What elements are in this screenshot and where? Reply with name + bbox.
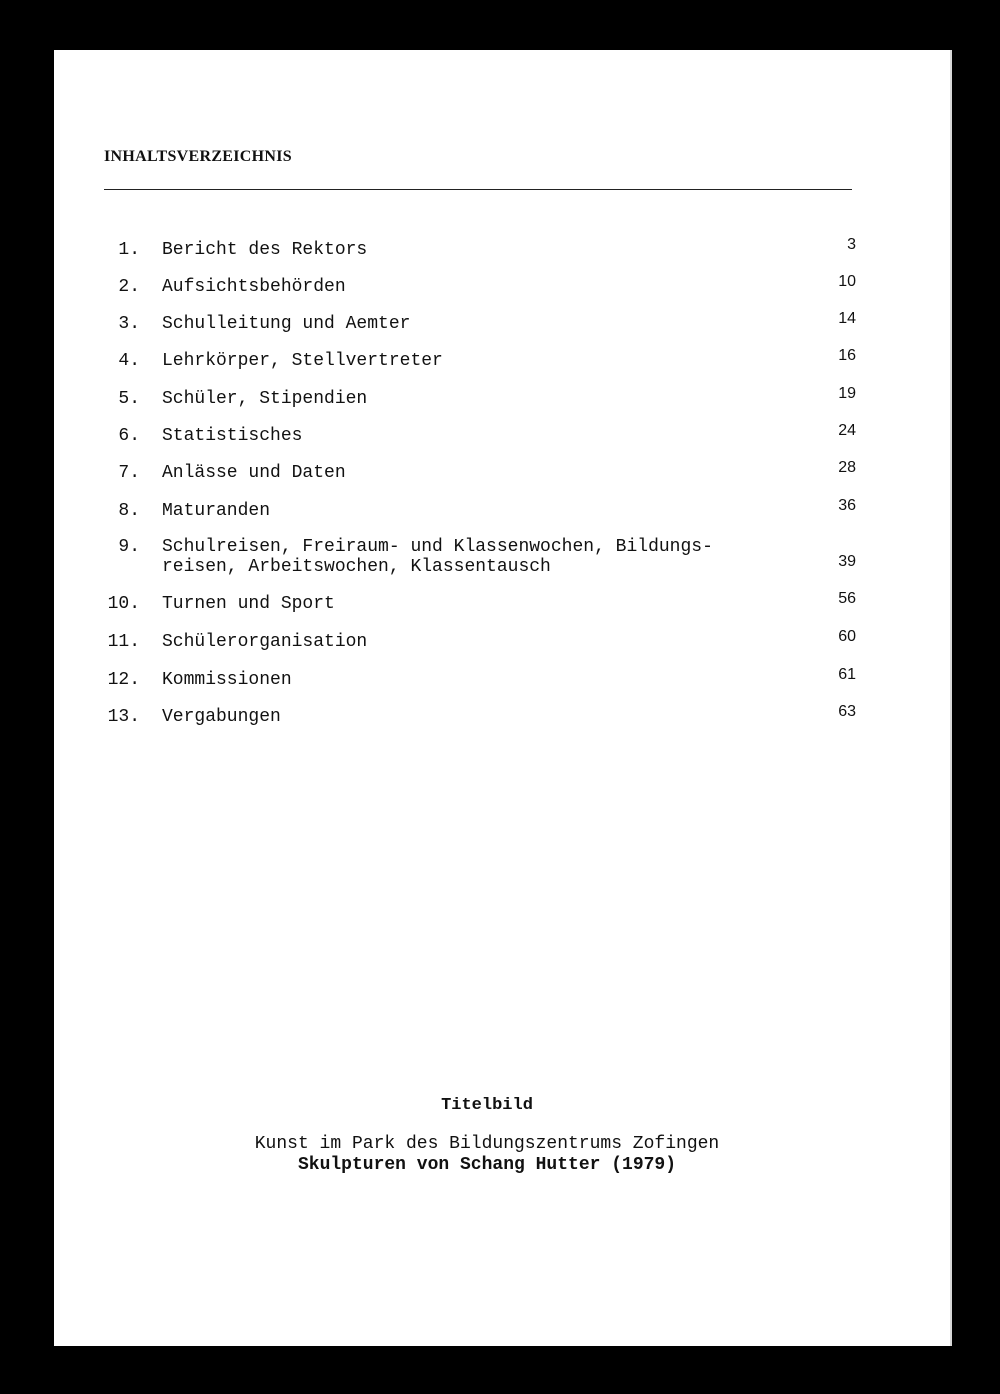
toc-entry-number: 5.	[118, 389, 140, 409]
toc-entry-title: Lehrkörper, Stellvertreter	[162, 351, 443, 371]
toc-entry-title: Schulreisen, Freiraum- und Klassenwochen, Bildungs- reisen, Arbeitswochen, Klassentausch	[162, 537, 713, 577]
toc-entry-number: 4.	[118, 351, 140, 371]
toc-entry-title: Kommissionen	[162, 670, 292, 690]
page-edge	[950, 50, 952, 1346]
toc-entry-number: 8.	[118, 501, 140, 521]
toc-entry-number: 3.	[118, 314, 140, 334]
toc-entry-page: 39	[838, 553, 856, 570]
toc-entry-title: Aufsichtsbehörden	[162, 277, 346, 297]
toc-entry-number: 9.	[118, 537, 140, 557]
toc-entry-page: 63	[838, 703, 856, 720]
toc-heading: INHALTSVERZEICHNIS	[104, 148, 292, 165]
toc-entry-page: 28	[838, 459, 856, 476]
toc-entry-title: Maturanden	[162, 501, 271, 521]
cover-caption-line: Kunst im Park des Bildungszentrums Zofingen	[254, 1134, 720, 1154]
toc-entry-number: 6.	[118, 426, 140, 446]
toc-entry-page: 36	[838, 497, 856, 514]
toc-entry-page: 61	[838, 666, 856, 683]
heading-rule	[104, 189, 852, 190]
toc-entry-title: Statistisches	[162, 426, 303, 446]
toc-entry-number: 12.	[107, 670, 140, 690]
toc-entry-number: 1.	[118, 240, 140, 260]
toc-entry-number: 10.	[107, 594, 140, 614]
toc-entry-number: 11.	[107, 632, 140, 652]
toc-entry-title: Vergabungen	[162, 707, 281, 727]
toc-entry-page: 16	[838, 347, 856, 364]
toc-entry-page: 24	[838, 422, 856, 439]
toc-entry-title: Bericht des Rektors	[162, 240, 368, 260]
document-page	[54, 50, 952, 1346]
cover-caption-credit: Skulpturen von Schang Hutter (1979)	[297, 1155, 677, 1175]
toc-entry-number: 7.	[118, 463, 140, 483]
toc-entry-page: 3	[847, 236, 856, 253]
cover-caption-heading: Titelbild	[441, 1096, 533, 1115]
toc-entry-title: Schüler, Stipendien	[162, 389, 368, 409]
toc-entry-title: Schülerorganisation	[162, 632, 368, 652]
toc-entry-page: 14	[838, 310, 856, 327]
toc-entry-page: 10	[838, 273, 856, 290]
toc-entry-title: Anlässe und Daten	[162, 463, 346, 483]
toc-entry-title: Turnen und Sport	[162, 594, 335, 614]
toc-entry-number: 2.	[118, 277, 140, 297]
toc-entry-page: 60	[838, 628, 856, 645]
toc-entry-page: 56	[838, 590, 856, 607]
toc-entry-page: 19	[838, 385, 856, 402]
toc-entry-title: Schulleitung und Aemter	[162, 314, 411, 334]
toc-entry-number: 13.	[107, 707, 140, 727]
